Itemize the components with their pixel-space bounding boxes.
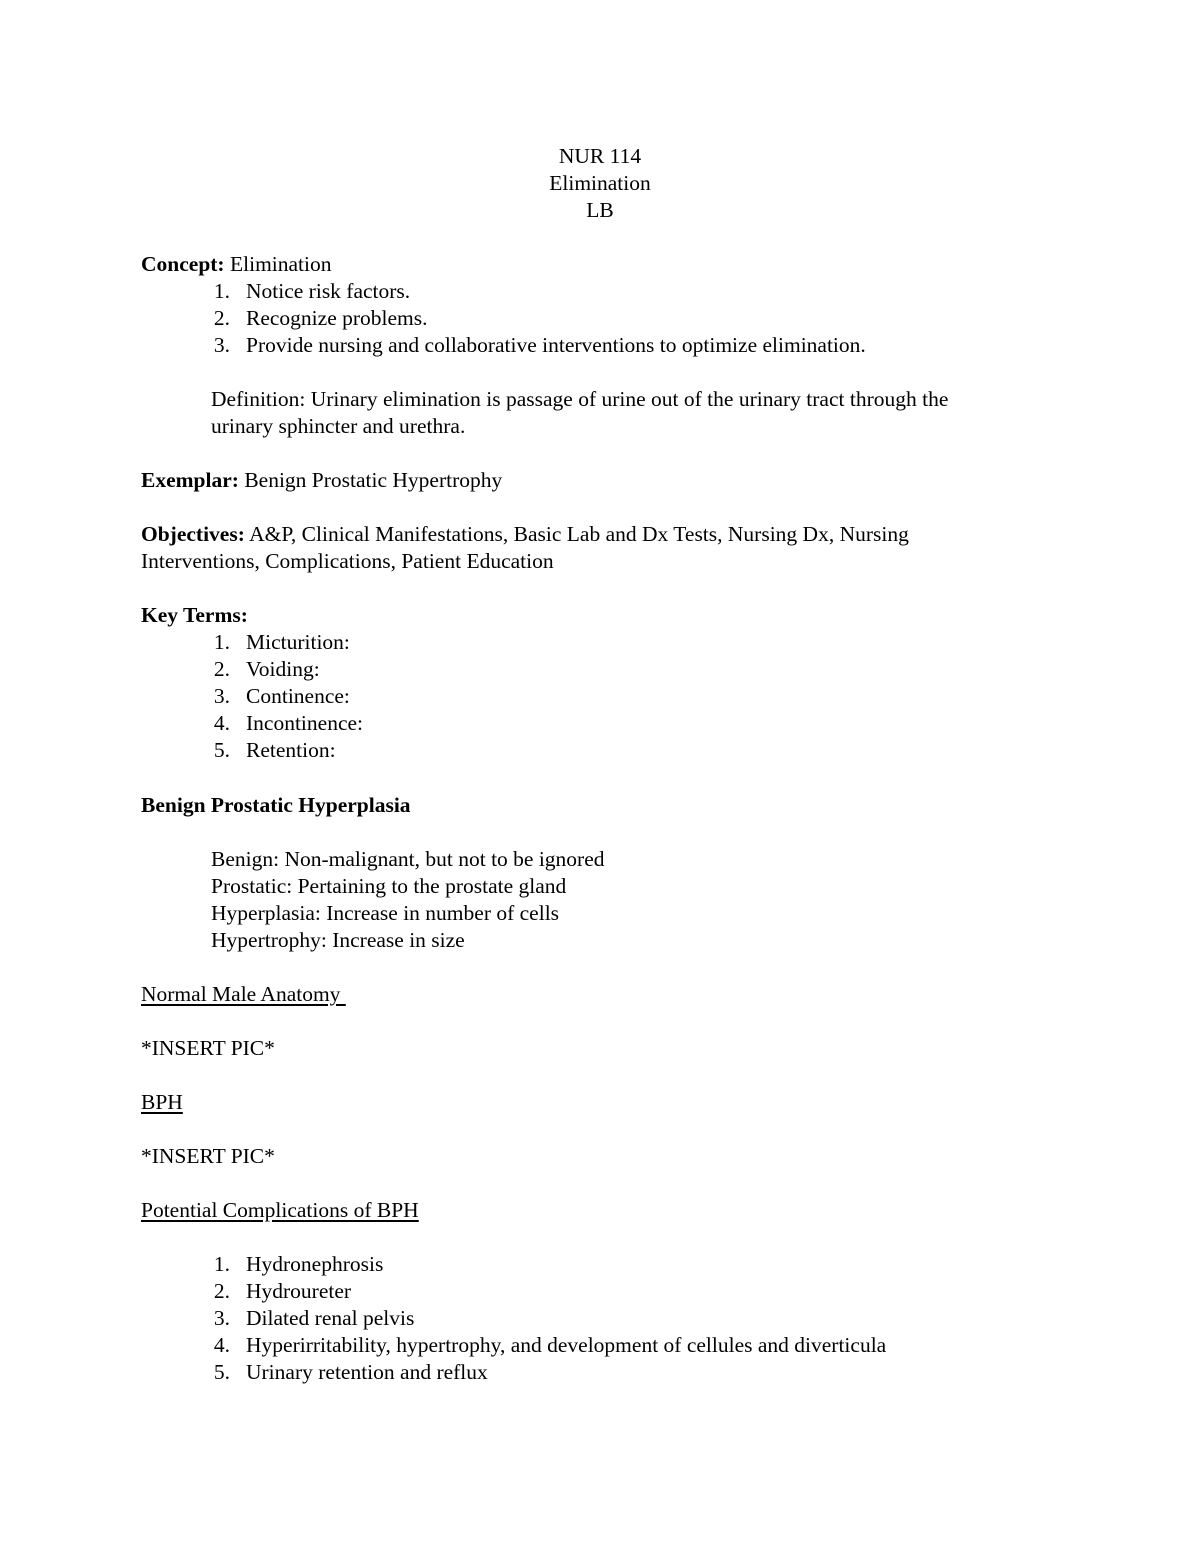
exemplar-label: Exemplar: (141, 468, 239, 492)
complication-item: Urinary retention and reflux (246, 1360, 488, 1384)
normal-anatomy-heading: Normal Male Anatomy (141, 982, 346, 1006)
objectives-value: A&P, Clinical Manifestations, Basic Lab and Dx Tests, Nursing Dx, Nursing (249, 522, 909, 546)
bph-term: Prostatic: Pertaining to the prostate gland (211, 874, 567, 898)
bph-term: Hyperplasia: Increase in number of cells (211, 901, 560, 925)
topic-title: Elimination (549, 171, 651, 195)
bph-heading: Benign Prostatic Hyperplasia (141, 793, 411, 817)
course-title: NUR 114 (558, 144, 642, 168)
concept-item: Notice risk factors. (246, 279, 411, 303)
key-term: Incontinence: (246, 711, 364, 735)
complication-number: 2. (213, 1279, 230, 1303)
bph-section-heading: BPH (141, 1090, 183, 1114)
key-term: Micturition: (246, 630, 350, 654)
key-term-number: 4. (213, 711, 230, 735)
complication-number: 1. (213, 1252, 230, 1276)
key-term-number: 1. (213, 630, 230, 654)
complication-item: Hydroureter (246, 1279, 352, 1303)
complications-heading: Potential Complications of BPH (141, 1198, 419, 1222)
complication-item: Dilated renal pelvis (246, 1306, 415, 1330)
insert-pic-placeholder: *INSERT PIC* (141, 1036, 275, 1060)
complication-item: Hydronephrosis (246, 1252, 384, 1276)
exemplar-value: Benign Prostatic Hypertrophy (244, 468, 503, 492)
concept-item: Provide nursing and collaborative interventions to optimize elimination. (246, 333, 866, 357)
key-term-number: 3. (213, 684, 230, 708)
definition-line-2: urinary sphincter and urethra. (211, 414, 466, 438)
complication-item: Hyperirritability, hypertrophy, and development of cellules and diverticula (246, 1333, 887, 1357)
author-initials: LB (586, 198, 614, 222)
concept-item-number: 1. (213, 279, 230, 303)
key-term-number: 5. (213, 738, 230, 762)
objectives-label: Objectives: (141, 522, 245, 546)
exemplar-line (141, 467, 502, 494)
concept-item-number: 3. (213, 333, 230, 357)
concept-line (141, 251, 332, 278)
concept-label: Concept: (141, 252, 225, 276)
complication-number: 3. (213, 1306, 230, 1330)
objectives-line-2: Interventions, Complications, Patient Education (141, 549, 554, 573)
definition-line-1: Definition: Urinary elimination is passage of urine out of the urinary tract through the (211, 387, 949, 411)
complication-number: 4. (213, 1333, 230, 1357)
key-terms-heading: Key Terms: (141, 603, 248, 627)
key-term: Voiding: (246, 657, 320, 681)
bph-term: Hypertrophy: Increase in size (211, 928, 465, 952)
key-term: Continence: (246, 684, 350, 708)
insert-pic-placeholder: *INSERT PIC* (141, 1144, 275, 1168)
key-term-number: 2. (213, 657, 230, 681)
bph-term: Benign: Non-malignant, but not to be ignored (211, 847, 605, 871)
concept-item: Recognize problems. (246, 306, 428, 330)
objectives-line (141, 521, 909, 548)
concept-item-number: 2. (213, 306, 230, 330)
concept-value: Elimination (229, 252, 332, 276)
key-term: Retention: (246, 738, 336, 762)
complication-number: 5. (213, 1360, 230, 1384)
